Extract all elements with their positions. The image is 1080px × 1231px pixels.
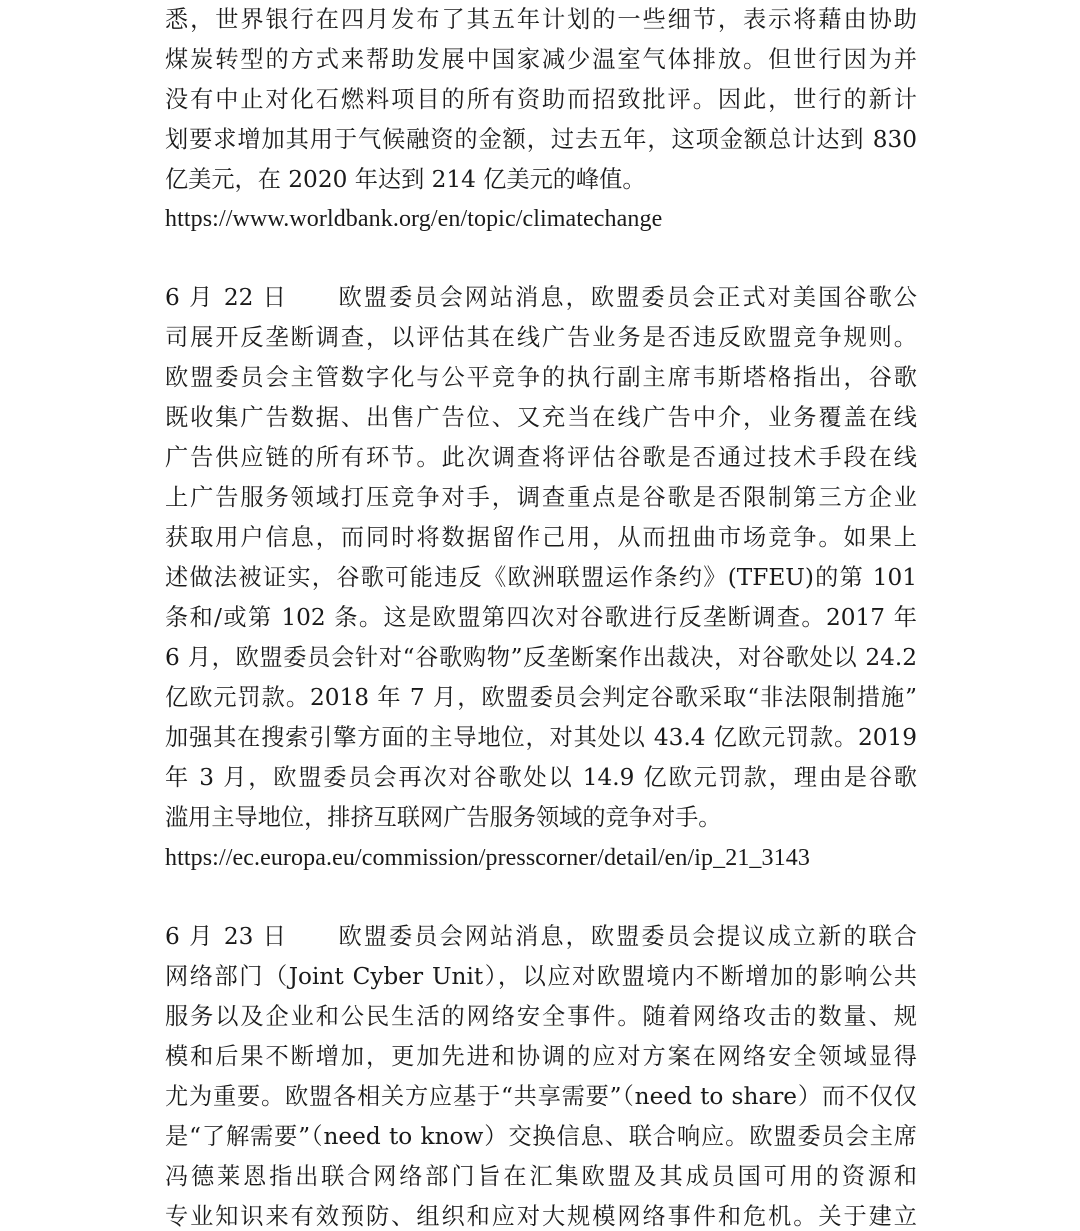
text-line: 述做法被证实，谷歌可能违反《欧洲联盟运作条约》(TFEU)的第 101: [165, 564, 917, 591]
text-line: 模和后果不断增加，更加先进和协调的应对方案在网络安全领域显得: [165, 1043, 917, 1070]
text-line: 6 月 22 日 欧盟委员会网站消息，欧盟委员会正式对美国谷歌公: [165, 284, 917, 311]
text-line: 上广告服务领域打压竞争对手，调查重点是谷歌是否限制第三方企业: [165, 484, 917, 511]
text-line: 专业知识来有效预防、组织和应对大规模网络事件和危机。关于建立: [165, 1203, 917, 1230]
text-line: 6 月 23 日 欧盟委员会网站消息，欧盟委员会提议成立新的联合: [165, 923, 917, 950]
text-line: 年 3 月，欧盟委员会再次对谷歌处以 14.9 亿欧元罚款，理由是谷歌: [165, 764, 917, 791]
text-line: 亿欧元罚款。2018 年 7 月，欧盟委员会判定谷歌采取“非法限制措施”: [165, 684, 917, 711]
text-line: 广告供应链的所有环节。此次调查将评估谷歌是否通过技术手段在线: [165, 444, 917, 471]
text-line: 是“了解需要”（need to know）交换信息、联合响应。欧盟委员会主席: [165, 1123, 917, 1150]
text-line: 亿美元，在 2020 年达到 214 亿美元的峰值。: [165, 166, 646, 193]
text-line: 司展开反垄断调查，以评估其在线广告业务是否违反欧盟竞争规则。: [165, 324, 917, 351]
text-line: 服务以及企业和公民生活的网络安全事件。随着网络攻击的数量、规: [165, 1003, 917, 1030]
text-line: 滥用主导地位，排挤互联网广告服务领域的竞争对手。: [165, 804, 722, 831]
text-line: 既收集广告数据、出售广告位、又充当在线广告中介，业务覆盖在线: [165, 404, 917, 431]
text-line: 没有中止对化石燃料项目的所有资助而招致批评。因此，世行的新计: [165, 86, 917, 113]
source-link[interactable]: https://www.worldbank.org/en/topic/climatechange: [165, 206, 663, 232]
source-link[interactable]: https://ec.europa.eu/commission/presscorner/detail/en/ip_21_3143: [165, 845, 810, 871]
document-page: [165, 0, 917, 1231]
text-line: 划要求增加其用于气候融资的金额，过去五年，这项金额总计达到 830: [165, 126, 917, 153]
text-line: 尤为重要。欧盟各相关方应基于“共享需要”（need to share）而不仅仅: [165, 1083, 917, 1110]
text-line: 6 月，欧盟委员会针对“谷歌购物”反垄断案作出裁决，对谷歌处以 24.2: [165, 644, 917, 671]
text-line: 加强其在搜索引擎方面的主导地位，对其处以 43.4 亿欧元罚款。2019: [165, 724, 917, 751]
text-line: 欧盟委员会主管数字化与公平竞争的执行副主席韦斯塔格指出，谷歌: [165, 364, 917, 391]
text-line: 网络部门（Joint Cyber Unit），以应对欧盟境内不断增加的影响公共: [165, 963, 917, 990]
text-line: 条和/或第 102 条。这是欧盟第四次对谷歌进行反垄断调查。2017 年: [165, 604, 917, 631]
text-line: 煤炭转型的方式来帮助发展中国家减少温室气体排放。但世行因为并: [165, 46, 917, 73]
text-line: 获取用户信息，而同时将数据留作己用，从而扭曲市场竞争。如果上: [165, 524, 917, 551]
text-line: 悉，世界银行在四月发布了其五年计划的一些细节，表示将藉由协助: [165, 6, 917, 33]
text-line: 冯德莱恩指出联合网络部门旨在汇集欧盟及其成员国可用的资源和: [165, 1163, 917, 1190]
